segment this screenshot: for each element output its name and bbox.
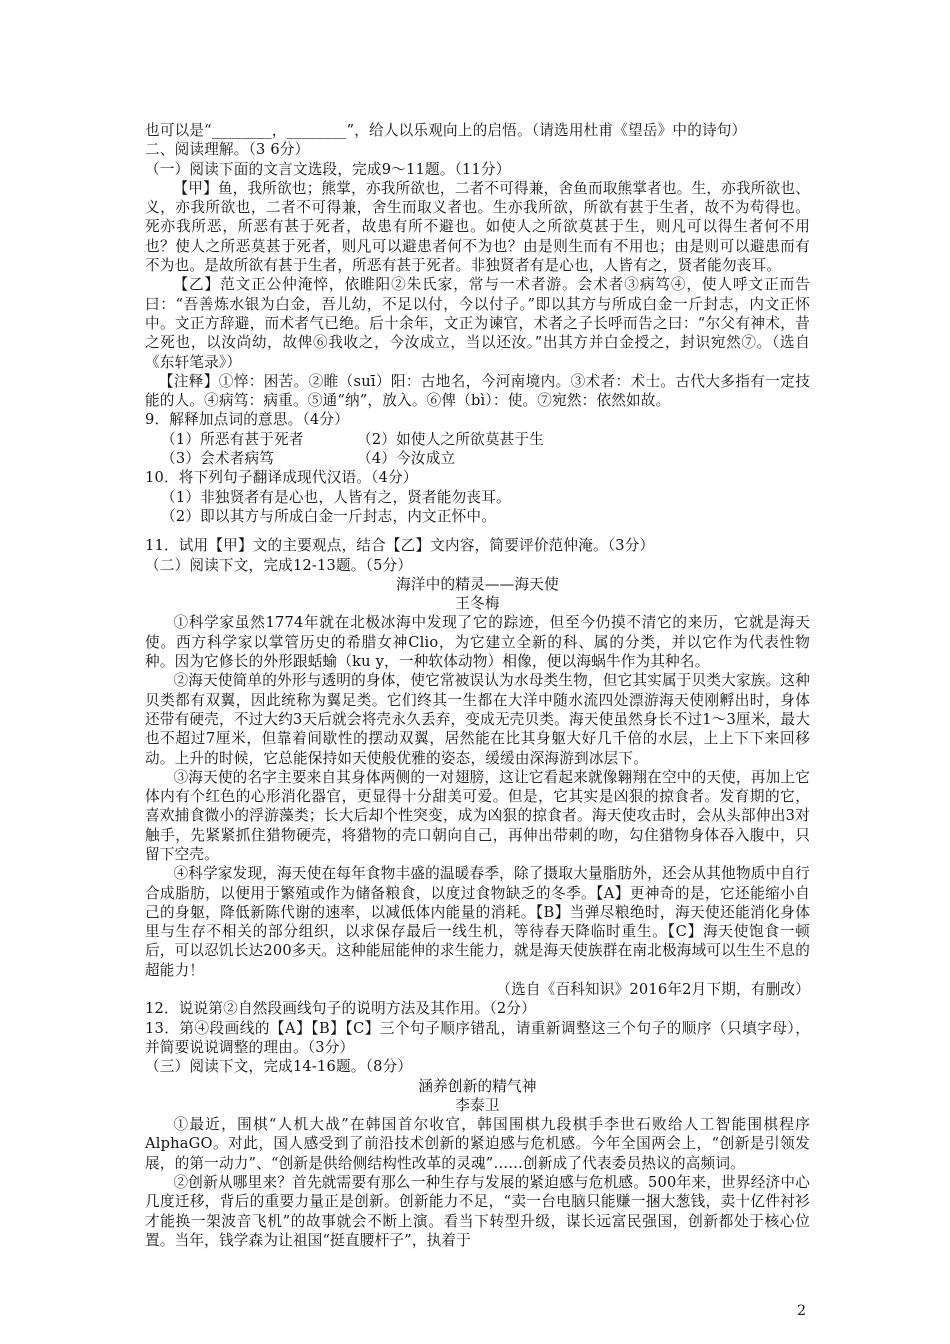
q9-item-2: （2）如使人之所欲莫甚于生 xyxy=(357,430,545,448)
article2-para-2: ②创新从哪里来？首先就需要有那么一种生存与发展的紧迫感与危机感。500年来，世界经济中心几度迁移，背后的重要力量正是创新。创新能力不足，“卖一台电脑只能赚一捆大葱钱，卖十亿件衬衫才能换一架波音飞机”的故事就会不断上演。看当下转型升级，谋长远富民强国，创新都处于核心位置。当年，钱学森为让祖国“挺直腰杆子”，执着于 xyxy=(145,1174,810,1249)
q9-item-1: （1）所恶有甚于死者 xyxy=(161,430,304,448)
question-12: 12．说说第②自然段画线句子的说明方法及其作用。（2分） xyxy=(145,1000,537,1018)
text-jia: 【甲】鱼，我所欲也；熊掌，亦我所欲也，二者不可得兼，舍鱼而取熊掌者也。生，亦我所欲也、义，亦我所欲也，二者不可得兼，舍生而取义者也。生亦我所欲，所欲有甚于生者，故不为苟得也。死亦我所恶，所恶有甚于死者，故患有所不避也。如使人之所欲莫甚于生，则凡可以得生者何不用也？使人之所恶莫甚于死者，则凡可以避患者何不为也？由是则生而有不用也；由是则可以避患而有不为也。是故所欲有甚于生者，所恶有甚于死者。非独贤者有是心也，人皆有之，贤者能勿丧耳。 xyxy=(145,179,810,275)
article-title-1: 海洋中的精灵——海天使 xyxy=(396,575,559,593)
subsection-heading-2: （二）阅读下文，完成12-13题。（5分） xyxy=(145,556,413,574)
question-13: 13．第④段画线的【A】【B】【C】三个句子顺序错乱，请重新调整这三个句子的顺序（只填字母），并简要说说调整的理由。（3分） xyxy=(145,1019,810,1056)
article2-para-1: ①最近，围棋“人机大战”在韩国首尔收官，韩国围棋九段棋手李世石败给人工智能围棋程序AlphaGO。对此，国人感受到了前沿技术创新的紧迫感与危机感。今年全国两会上，“创新是引领发展，的第一动力”、“创新是供给侧结构性改革的灵魂”……创新成了代表委员热议的高频词。 xyxy=(145,1116,810,1172)
question-11: 11．试用【甲】文的主要观点，结合【乙】文内容，简要评价范仲淹。（3分） xyxy=(145,537,655,555)
annotation-note: 【注释】①悴：困苦。②睢（suī）阳：古地名，今河南境内。③术者：术士。古代大多指有一定技能的人。④病笃：病重。⑤通“纳”，放入。⑥俾（bì）：使。⑦宛然：依然如故。 xyxy=(145,372,810,410)
article1-para-1: ①科学家虽然1774年就在北极冰海中发现了它的踪迹，但至今仍摸不清它的来历，它就是海天使。西方科学家以掌管历史的希腊女神Clio，为它建立全新的科、属的分类，并以它作为代表性物种。因为它修长的外形跟蛞蝓（ku y，一种软体动物）相像，便以海蜗牛作为其种名。 xyxy=(145,614,810,671)
q10-item-2: （2）即以其方与所成白金一斤封志，内文正怀中。 xyxy=(161,507,496,525)
spacer xyxy=(145,526,810,536)
question-9-row-2 xyxy=(145,449,810,468)
section-heading: 二、阅读理解。（3 6分） xyxy=(145,141,310,159)
article1-para-2: ②海天使简单的外形与透明的身体，使它常被误认为水母类生物，但它其实属于贝类大家族。这种贝类都有双翼，因此统称为翼足类。它们终其一生都在大洋中随水流四处漂游海天使刚孵出时，身体还带有硬壳，不过大约3天后就会将壳永久丢弃，变成无壳贝类。海天使虽然身长不过1～3厘米，最大也不超过7厘米，但靠着间歇性的摆动双翼，居然能在比其身躯大好几千倍的水层，上上下下来回移动。上升的时候，它总能保持如天使般优雅的姿态，缓缓由深海游到冰层下。 xyxy=(145,672,810,767)
article1-source: （选自《百科知识》2016年2月下期，有删改） xyxy=(496,981,810,999)
q10-item-1: （1）非独贤者有是心也，人皆有之，贤者能勿丧耳。 xyxy=(161,488,511,506)
q9-item-4: （4）今汝成立 xyxy=(357,450,456,468)
question-10: 10．将下列句子翻译成现代汉语。（4分） xyxy=(145,469,418,487)
article1-para-4: ④科学家发现，海天使在每年食物丰盛的温暖春季，除了摄取大量脂肪外，还会从其他物质中自行合成脂肪，以便用于繁殖或作为储备粮食，以度过食物缺乏的冬季。【A】更神奇的是，它还能缩小自己的身躯，降低新陈代谢的速率，以减低体内能量的消耗。【B】当弹尽粮绝时，海天使还能消化身体里与生存不相关的部分组织，以求保存最后一线生机，等待春天降临时重生。【C】海天使饱食一顿后，可以忍饥长达200多天。这种能屈能伸的求生能力，就是海天使族群在南北极海域可以生生不息的超能力！ xyxy=(145,865,810,979)
question-9-row-1 xyxy=(145,430,810,449)
text-yi: 【乙】范文正公仲淹悴，依睢阳②朱氏家，常与一术者游。会术者③病笃④，使人呼文正而告曰：“吾善炼水银为白金，吾儿幼，不足以付，今以付子。”即以其方与所成白金一斤封志，内文正怀中。文正方辞避，而术者气已绝。后十余年，文正为谏官，术者之子长呼而告之曰：“尔父有神术，昔之死也，以汝尚幼，故俾⑥我收之，今汝成立，当以还汝。”出其方并白金授之，封识宛然⑦。（选自《东轩笔录》） xyxy=(145,276,810,371)
paragraph-p01: 也可以是“________，________”，给人以乐观向上的启悟。（请选用杜甫《望岳》中的诗句） xyxy=(145,122,747,139)
q9-item-3: （3）会术者病笃 xyxy=(161,450,275,468)
subsection-heading: （一）阅读下面的文言文选段，完成9～11题。（11分） xyxy=(145,160,511,178)
question-9: 9．解释加点词的意思。（4分） xyxy=(145,411,349,429)
page-number: 2 xyxy=(797,1303,806,1319)
article-author-1: 王冬梅 xyxy=(455,595,500,613)
page-content xyxy=(145,121,810,1250)
article-title-2: 涵养创新的精气神 xyxy=(418,1077,537,1095)
article1-para-3: ③海天使的名字主要来自其身体两侧的一对翅膀，这让它看起来就像翱翔在空中的天使，再加上它体内有个红色的心形消化器官，更显得十分甜美可爱。但是，它其实是凶狠的掠食者。发育期的它，喜欢捕食微小的浮游藻类；长大后却个性突变，成为凶狠的掠食者。海天使攻击时，会从头部伸出3对触手，先紧紧抓住猎物硬壳，将猎物的壳口朝向自己，再伸出带刺的吻，勾住猎物身体吞入腹中，只留下空壳。 xyxy=(145,768,810,863)
article-author-2: 李泰卫 xyxy=(455,1096,500,1114)
subsection-heading-3: （三）阅读下文，完成14-16题。（8分） xyxy=(145,1058,413,1076)
